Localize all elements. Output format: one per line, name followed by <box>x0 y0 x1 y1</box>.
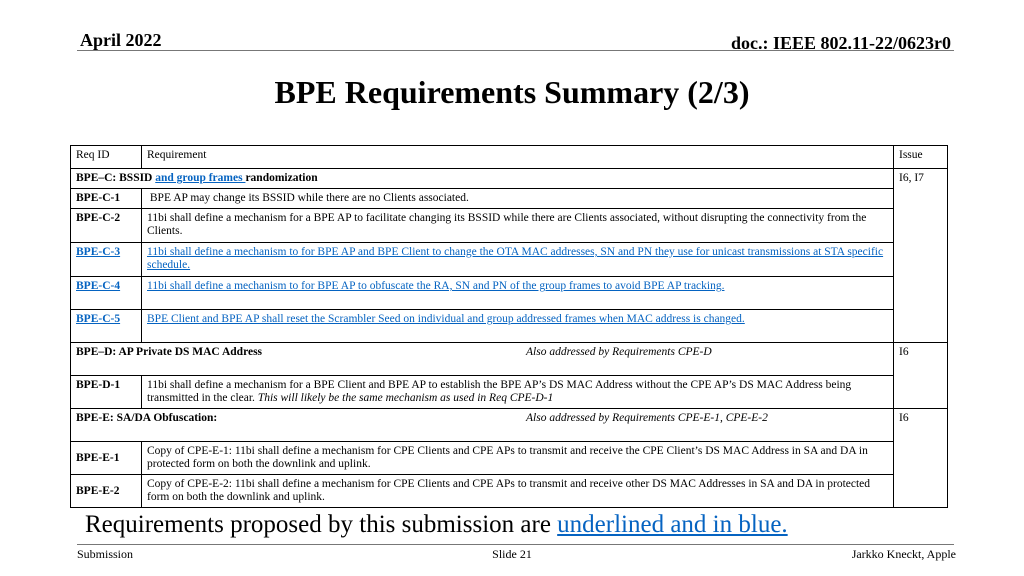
req-id-proposed[interactable]: BPE-C-3 <box>71 243 142 277</box>
section-e-also: Also addressed by Requirements CPE-E-1, CPE-E-2 <box>526 412 768 424</box>
section-c-title: BPE–C: BSSID and group frames randomization <box>71 169 894 189</box>
table-row <box>71 209 948 243</box>
req-id-proposed[interactable]: BPE-C-4 <box>71 277 142 310</box>
table-row <box>71 310 948 343</box>
req-id: BPE-D-1 <box>71 376 142 409</box>
table-row <box>71 243 948 277</box>
table-row <box>71 376 948 409</box>
section-row-e <box>71 409 948 442</box>
req-id-proposed[interactable]: BPE-C-5 <box>71 310 142 343</box>
req-text: 11bi shall define a mechanism for a BPE AP to facilitate changing its BSSID while there are Clients associated, without disrupting the connectivity from the Clients. <box>142 209 894 243</box>
req-text: BPE AP may change its BSSID while there are no Clients associated. <box>142 189 894 209</box>
req-text-proposed[interactable]: 11bi shall define a mechanism to for BPE AP and BPE Client to change the OTA MAC addresses, SN and PN they use for unicast transmissions at STA specific schedule. <box>142 243 894 277</box>
req-text: Copy of CPE-E-1: 11bi shall define a mechanism for CPE Clients and CPE APs to transmit and receive the CPE Client’s DS MAC Address in SA and DA in protected form on both the downlink and uplink. <box>142 442 894 475</box>
section-d-issue: I6 <box>894 343 948 409</box>
req-text: Copy of CPE-E-2: 11bi shall define a mechanism for CPE Clients and CPE APs to transmit and receive other DS MAC Addresses in SA and DA in protected form on both the downlink and uplink. <box>142 475 894 508</box>
req-id: BPE-C-2 <box>71 209 142 243</box>
header-date: April 2022 <box>80 30 162 50</box>
footer-submission: Submission <box>77 547 134 561</box>
req-text: 11bi shall define a mechanism for a BPE Client and BPE AP to establish the BPE AP’s DS MAC Address without the CPE AP’s DS MAC Address being transmitted in the clear. This will likely be the same mechanism as used in Req CPE-D-1 <box>142 376 894 409</box>
section-row-c <box>71 169 948 189</box>
header-requirement: Requirement <box>142 146 894 169</box>
header-divider <box>77 50 954 51</box>
table-header-row <box>71 146 948 169</box>
header-issue: Issue <box>894 146 948 169</box>
proposal-note: Requirements proposed by this submission are underlined and in blue. <box>85 511 788 538</box>
req-id: BPE-C-1 <box>71 189 142 209</box>
footer-divider <box>77 544 954 545</box>
section-row-d <box>71 343 948 376</box>
section-e-title: BPE-E: SA/DA Obfuscation: Also addressed by Requirements CPE-E-1, CPE-E-2 <box>71 409 894 442</box>
slide-title: BPE Requirements Summary (2/3) <box>274 74 750 110</box>
req-text-proposed[interactable]: BPE Client and BPE AP shall reset the Scrambler Seed on individual and group addressed frames when MAC address is changed. <box>142 310 894 343</box>
req-text-proposed[interactable]: 11bi shall define a mechanism to for BPE AP to obfuscate the RA, SN and PN of the group frames to avoid BPE AP tracking. <box>142 277 894 310</box>
section-e-issue: I6 <box>894 409 948 508</box>
requirements-table <box>70 145 948 508</box>
proposal-note-link[interactable]: underlined and in blue. <box>557 511 788 538</box>
header-doc-id: doc.: IEEE 802.11-22/0623r0 <box>730 33 951 53</box>
table-row <box>71 475 948 508</box>
section-d-title: BPE–D: AP Private DS MAC Address Also addressed by Requirements CPE-D <box>71 343 894 376</box>
table-row <box>71 277 948 310</box>
req-text-note: This will likely be the same mechanism as used in Req CPE-D-1 <box>257 392 554 404</box>
footer-slide-number: Slide 21 <box>492 547 532 561</box>
req-id: BPE-E-2 <box>71 475 142 508</box>
section-c-issue: I6, I7 <box>894 169 948 343</box>
section-c-proposed-text[interactable]: and group frames <box>155 172 246 184</box>
table-row <box>71 189 948 209</box>
table-row <box>71 442 948 475</box>
header-req-id: Req ID <box>71 146 142 169</box>
req-id: BPE-E-1 <box>71 442 142 475</box>
footer-author: Jarkko Kneckt, Apple <box>851 547 956 561</box>
section-d-also: Also addressed by Requirements CPE-D <box>526 346 712 358</box>
